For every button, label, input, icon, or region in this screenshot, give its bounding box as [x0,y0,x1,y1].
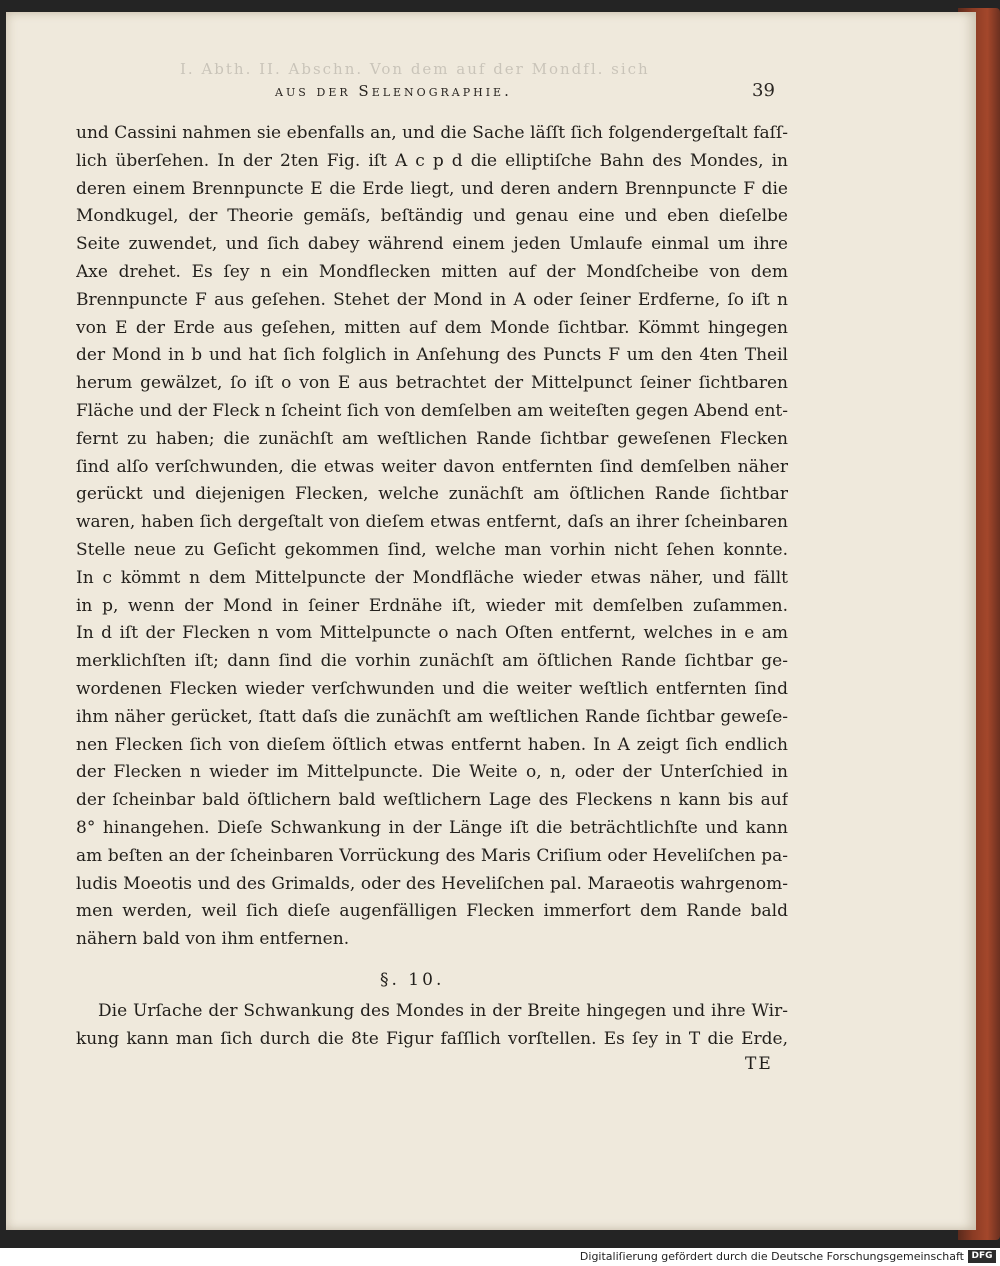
text-line: in p, wenn der Mond in ſeiner Erdnähe iſt, wieder mit demſelben zuſammen. [76,595,788,616]
text-line: Seite zuwendet, und ſich dabey während einem jeden Umlaufe einmal um ihre [76,234,788,255]
text-line: waren, haben ſich dergeſtalt von dieſem etwas entfernt, daſs an ihrer ſcheinbaren [76,512,788,533]
text-line: Mondkugel, der Theorie gemäſs, beſtändig und genau eine und eben dieſelbe [76,206,788,227]
text-line: ihm näher gerücket, ſtatt daſs die zunächſt am weſtlichen Rande ſichtbar geweſe- [76,706,788,727]
text-line: Brennpuncte F aus geſehen. Stehet der Mond in A oder ſeiner Erdferne, ſo iſt n [76,289,788,310]
text-line: ludis Moeotis und des Grimalds, oder des Heveliſchen pal. Maraeotis wahrgenom- [76,873,788,894]
text-line: wordenen Flecken wieder verſchwunden und die weiter weſtlich entfernten ſind [76,678,788,699]
text-line: Axe drehet. Es ſey n ein Mondflecken mitten auf der Mondſcheibe von dem [76,261,788,282]
text-line: Die Urſache der Schwankung des Mondes in der Breite hingegen und ihre Wir- [98,1001,788,1021]
text-line: lich überſehen. In der 2ten Fig. iſt A c p d die elliptiſche Bahn des Mondes, in [76,150,788,171]
text-line: der ſcheinbar bald öſtlichern bald weſtlichern Lage des Fleckens n kann bis auf [76,790,788,811]
text-line: Fläche und der Fleck n ſcheint ſich von demſelben am weiteſten gegen Abend ent- [76,400,788,421]
text-line: In d iſt der Flecken n vom Mittelpuncte o nach Oſten entfernt, welches in e am [76,623,788,644]
text-line: kung kann man ſich durch die 8te Figur faſſlich vorſtellen. Es ſey in T die Erde, [76,1028,788,1049]
text-line: der Mond in b und hat ſich folglich in Anſehung des Puncts F um den 4ten Theil [76,345,788,366]
catchword: TE [745,1054,773,1074]
second-paragraph [76,998,788,1054]
text-line: 8° hinangehen. Dieſe Schwankung in der Länge iſt die beträchtlichſte und kann [76,817,788,838]
main-paragraph [76,120,788,954]
bleed-through-text: I. Abth. II. Abschn. Von dem auf der Mondfl. sich [180,60,650,78]
running-head: aus der Selenographie. [275,82,512,100]
text-line: und Cassini nahmen sie ebenfalls an, und die Sache läſſt ſich folgendergeſtalt faſſ- [76,123,788,143]
text-line: ſind alſo verſchwunden, die etwas weiter davon entfernten ſind demſelben näher [76,456,788,477]
text-line: von E der Erde aus geſehen, mitten auf dem Monde ſichtbar. Kömmt hingegen [76,317,788,338]
text-line: der Flecken n wieder im Mittelpuncte. Die Weite o, n, oder der Unterſchied in [76,762,788,783]
text-line: herum gewälzet, ſo iſt o von E aus betrachtet der Mittelpunct ſeiner ſichtbaren [76,373,788,394]
text-line: fernt zu haben; die zunächſt am weſtlichen Rande ſichtbar geweſenen Flecken [76,428,788,449]
text-line: deren einem Brennpuncte E die Erde liegt, und deren andern Brennpuncte F die [76,178,788,199]
text-line: In c kömmt n dem Mittelpuncte der Mondfläche wieder etwas näher, und fällt [76,567,788,588]
text-line: nähern bald von ihm entfernen. [76,929,350,950]
text-line: am beſten an der ſcheinbaren Vorrückung des Maris Criſium oder Heveliſchen pa- [76,845,788,866]
dfg-logo-icon: DFG [968,1250,996,1263]
text-line: gerückt und diejenigen Flecken, welche zunächſt am öſtlichen Rande ſichtbar [76,484,788,505]
section-heading: §. 10. [380,970,445,990]
text-line: nen Flecken ſich von dieſem öſtlich etwas entfernt haben. In A zeigt ſich endlich [76,734,788,755]
text-line: Stelle neue zu Geſicht gekommen ſind, welche man vorhin nicht ſehen konnte. [76,539,788,560]
text-line: men werden, weil ſich dieſe augenfälligen Flecken immerfort dem Rande bald [76,901,788,922]
digitization-credit: Digitaliſierung gefördert durch die Deutsche Forschungsgemeinschaft [579,1250,964,1263]
text-line: merklichſten iſt; dann ſind die vorhin zunächſt am öſtlichen Rande ſichtbar ge- [76,651,788,672]
page-number: 39 [752,80,775,101]
